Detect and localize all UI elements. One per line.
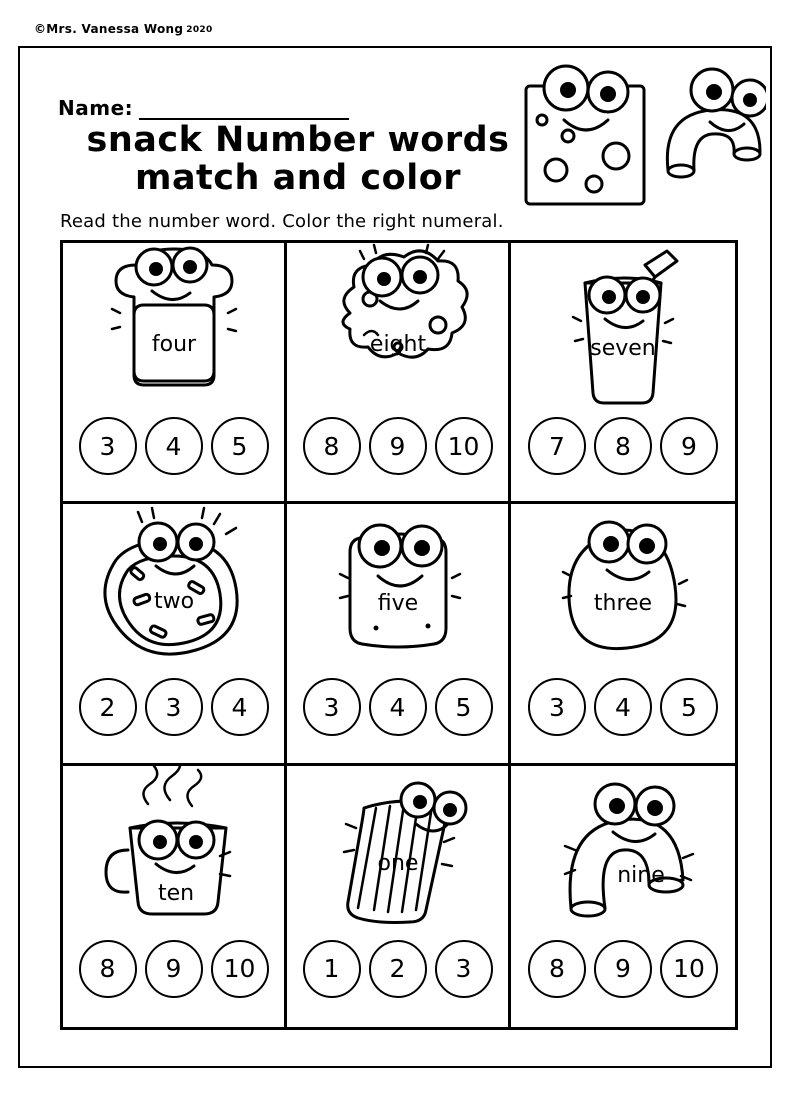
word-label: ten [157, 880, 194, 906]
choice-option[interactable]: 2 [79, 678, 137, 736]
problem-cell [287, 504, 511, 765]
word-label: seven [590, 336, 656, 361]
choice-option[interactable]: 9 [369, 417, 427, 475]
choice-option[interactable]: 8 [528, 940, 586, 998]
word-label: eight [369, 332, 426, 357]
copyright-text: ©Mrs. Vanessa Wong [34, 22, 184, 36]
hot-cocoa-mug-icon [63, 766, 284, 938]
choice-option[interactable]: 9 [145, 940, 203, 998]
problem-cell [63, 243, 287, 504]
word-label: two [153, 589, 194, 615]
choice-row [528, 940, 718, 998]
worksheet-sheet [18, 46, 772, 1068]
word-label: nine [617, 862, 665, 888]
choice-option[interactable]: 4 [145, 417, 203, 475]
choice-option[interactable]: 1 [303, 940, 361, 998]
choice-option[interactable]: 4 [369, 678, 427, 736]
page-title-line1: snack Number words [86, 120, 510, 160]
choice-option[interactable]: 3 [79, 417, 137, 475]
macaroni-icon [511, 766, 735, 938]
egg-icon [511, 504, 735, 676]
copyright-year: 2020 [186, 25, 213, 35]
choice-option[interactable]: 7 [528, 417, 586, 475]
word-label: four [151, 332, 196, 357]
problem-cell [511, 504, 735, 765]
bacon-strip-icon [287, 766, 508, 938]
choice-option[interactable]: 8 [303, 417, 361, 475]
choice-option[interactable]: 4 [594, 678, 652, 736]
choice-option[interactable]: 10 [211, 940, 269, 998]
choice-option[interactable]: 5 [660, 678, 718, 736]
choice-option[interactable]: 5 [211, 417, 269, 475]
choice-option[interactable]: 3 [303, 678, 361, 736]
name-label: Name: [58, 96, 134, 120]
instructions-text: Read the number word. Color the right numeral. [60, 211, 504, 232]
choice-option[interactable]: 10 [435, 417, 493, 475]
problem-cell [63, 504, 287, 765]
choice-option[interactable]: 8 [79, 940, 137, 998]
name-field-row [58, 96, 349, 120]
choice-option[interactable]: 3 [528, 678, 586, 736]
header-art [516, 58, 766, 218]
choice-row [79, 678, 269, 736]
word-label: one [377, 850, 418, 876]
word-label: three [593, 591, 653, 617]
choice-option[interactable]: 9 [660, 417, 718, 475]
word-label: five [377, 591, 418, 617]
choice-option[interactable]: 4 [211, 678, 269, 736]
cookie-dough-icon [287, 243, 508, 415]
copyright-notice [34, 22, 213, 36]
choice-row [79, 940, 269, 998]
choice-option[interactable]: 3 [435, 940, 493, 998]
choice-option[interactable]: 2 [369, 940, 427, 998]
donut-icon [63, 504, 284, 676]
choice-row [528, 417, 718, 475]
choice-row [303, 678, 493, 736]
macaroni-icon [667, 69, 766, 177]
choice-row [303, 417, 493, 475]
choice-option[interactable]: 5 [435, 678, 493, 736]
problems-grid [60, 240, 738, 1030]
problem-cell [287, 766, 511, 1027]
name-input-line[interactable] [139, 98, 349, 120]
juice-glass-icon [511, 243, 735, 415]
choice-row [79, 417, 269, 475]
choice-option[interactable]: 8 [594, 417, 652, 475]
bread-slice-icon [63, 243, 284, 415]
choice-row [303, 940, 493, 998]
cheese-square-icon [287, 504, 508, 676]
problem-cell [511, 766, 735, 1027]
choice-row [528, 678, 718, 736]
choice-option[interactable]: 10 [660, 940, 718, 998]
cheese-square-icon [526, 66, 644, 204]
problem-cell [287, 243, 511, 504]
choice-option[interactable]: 3 [145, 678, 203, 736]
problem-cell [511, 243, 735, 504]
problem-cell [63, 766, 287, 1027]
page-title-line2: match and color [134, 157, 462, 198]
choice-option[interactable]: 9 [594, 940, 652, 998]
page-title [48, 122, 548, 198]
